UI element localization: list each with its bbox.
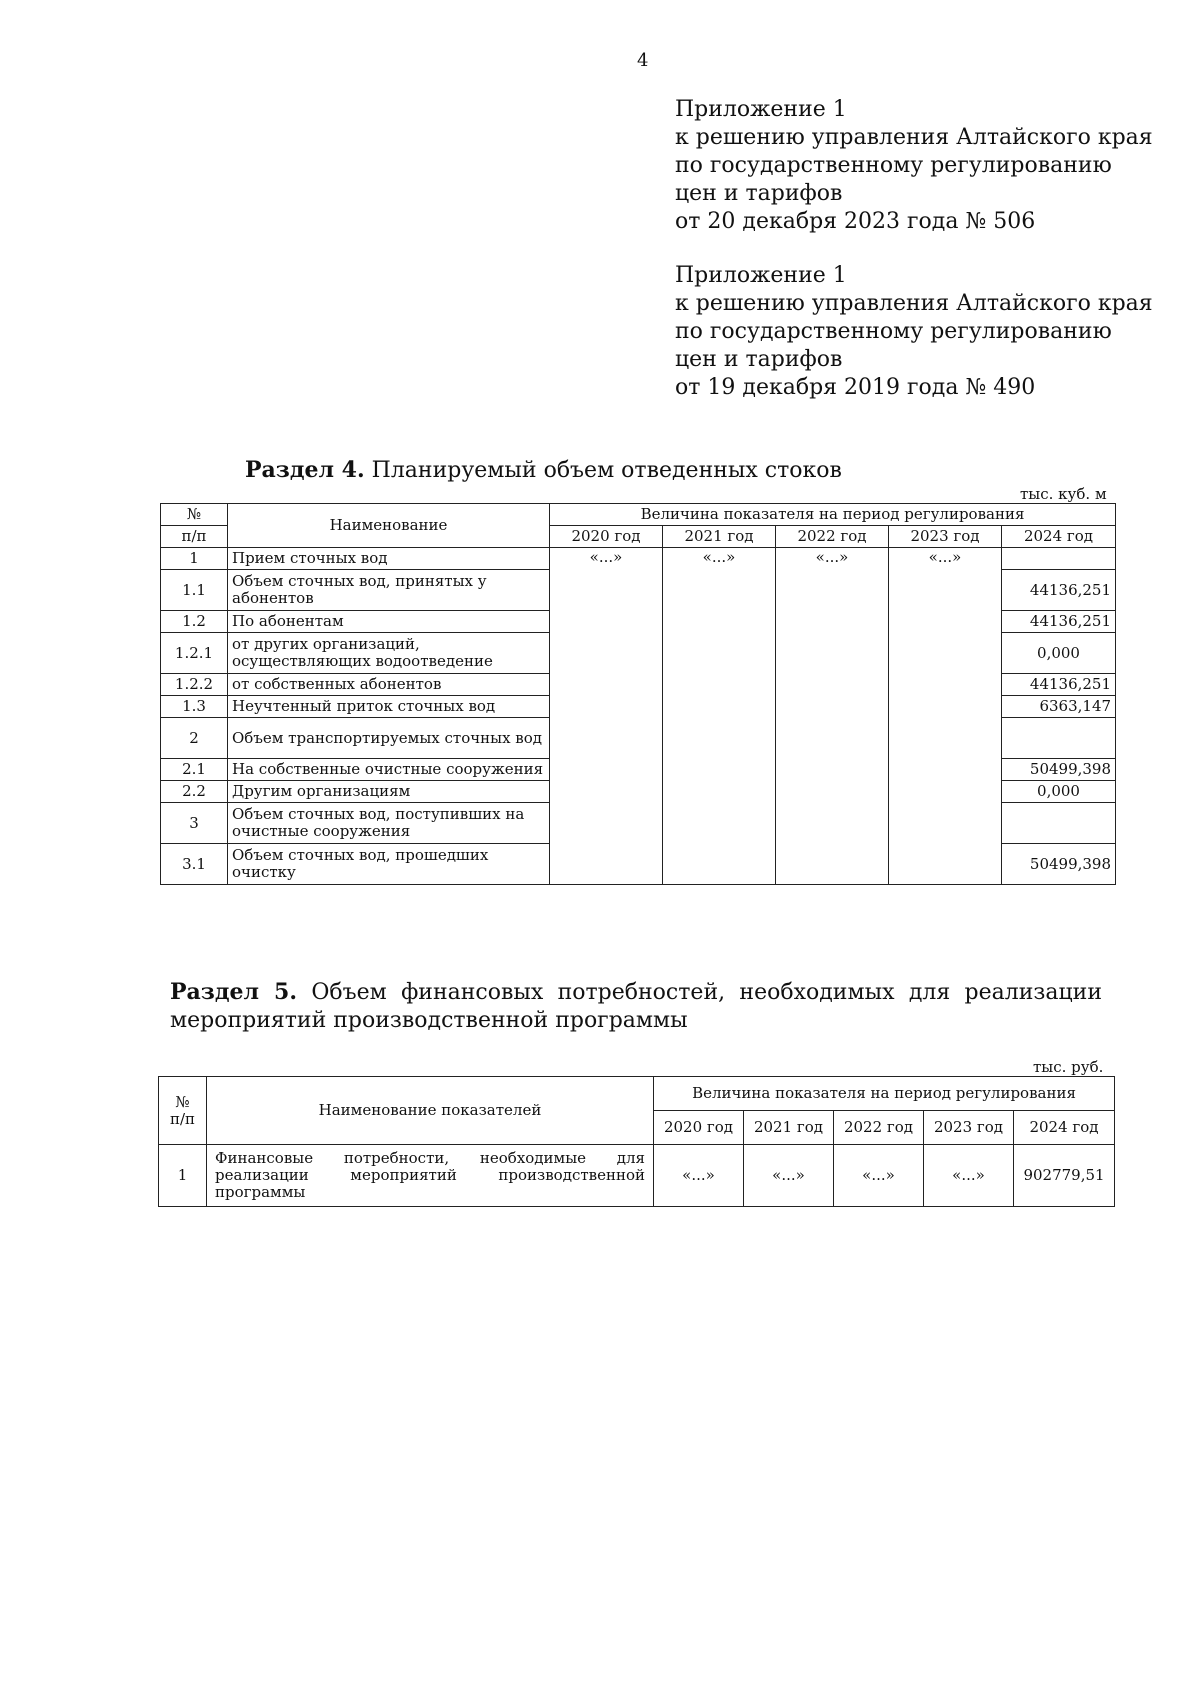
- year-header: 2024 год: [1002, 526, 1116, 548]
- row-name-line: реализации мероприятий производственной: [215, 1166, 645, 1184]
- section5-title: Объем финансовых потребностей, необходимых для реализации мероприятий производственной программы: [170, 980, 1103, 1033]
- year-header: 2023 год: [924, 1111, 1014, 1145]
- value-cell: «...»: [654, 1145, 744, 1207]
- value-2024: 50499,398: [1002, 759, 1116, 781]
- appendix-line: Приложение 1: [675, 97, 847, 122]
- num-header: № п/п: [159, 1077, 207, 1145]
- row-name: Объем сточных вод, прошедших очистку: [228, 844, 550, 885]
- value-2024: 902779,51: [1014, 1145, 1115, 1207]
- row-name: Объем транспортируемых сточных вод: [228, 718, 550, 759]
- appendix-line: цен и тарифов: [675, 181, 843, 206]
- row-name-line: программы: [215, 1183, 306, 1201]
- page-number: 4: [637, 50, 649, 71]
- value-cell: «...»: [663, 548, 776, 885]
- value-2024: 0,000: [1002, 633, 1116, 674]
- row-num: 1.2.1: [161, 633, 228, 674]
- appendix-line: по государственному регулированию: [675, 153, 1112, 178]
- row-num: 1: [159, 1145, 207, 1207]
- section4-unit: тыс. куб. м: [1020, 485, 1107, 503]
- section4-heading: [245, 456, 842, 485]
- year-header: 2020 год: [654, 1111, 744, 1145]
- appendix-line: по государственному регулированию: [675, 319, 1112, 344]
- num-header-sub: п/п: [161, 526, 228, 548]
- value-2024: 50499,398: [1002, 844, 1116, 885]
- table-row: [159, 1145, 1115, 1207]
- year-header: 2022 год: [834, 1111, 924, 1145]
- appendix-line: от 19 декабря 2019 года № 490: [675, 375, 1036, 400]
- row-name: Неучтенный приток сточных вод: [228, 696, 550, 718]
- value-cell: «...»: [776, 548, 889, 885]
- value-2024: [1002, 718, 1116, 759]
- year-header: 2021 год: [663, 526, 776, 548]
- row-num: 3: [161, 803, 228, 844]
- period-group-header: Величина показателя на период регулирования: [654, 1077, 1115, 1111]
- section5-unit: тыс. руб.: [1033, 1058, 1104, 1076]
- value-cell: «...»: [889, 548, 1002, 885]
- row-num: 2: [161, 718, 228, 759]
- section4-table: [160, 503, 1116, 885]
- value-2024: 44136,251: [1002, 570, 1116, 611]
- section5-heading: [170, 978, 1102, 1035]
- value-2024: [1002, 803, 1116, 844]
- num-header: №: [161, 504, 228, 526]
- row-num: 3.1: [161, 844, 228, 885]
- appendix-line: к решению управления Алтайского края: [675, 125, 1153, 150]
- year-header: 2023 год: [889, 526, 1002, 548]
- year-header: 2022 год: [776, 526, 889, 548]
- row-name: Объем сточных вод, поступивших на очистные сооружения: [228, 803, 550, 844]
- value-2024: [1002, 548, 1116, 570]
- row-num: 2.2: [161, 781, 228, 803]
- section5-label: Раздел 5.: [170, 979, 297, 1005]
- row-name: от других организаций, осуществляющих водоотведение: [228, 633, 550, 674]
- value-cell: «...»: [924, 1145, 1014, 1207]
- name-header: Наименование показателей: [207, 1077, 654, 1145]
- value-2024: 0,000: [1002, 781, 1116, 803]
- row-num: 1: [161, 548, 228, 570]
- value-2024: 44136,251: [1002, 674, 1116, 696]
- appendix-line: Приложение 1: [675, 263, 847, 288]
- value-cell: «...»: [834, 1145, 924, 1207]
- year-header: 2024 год: [1014, 1111, 1115, 1145]
- appendix-line: от 20 декабря 2023 года № 506: [675, 209, 1036, 234]
- row-name: По абонентам: [228, 611, 550, 633]
- row-name: Объем сточных вод, принятых у абонентов: [228, 570, 550, 611]
- row-num: 1.2.2: [161, 674, 228, 696]
- section5-table: [158, 1076, 1115, 1207]
- row-name: [207, 1145, 654, 1207]
- name-header: Наименование: [228, 504, 550, 548]
- row-name: Прием сточных вод: [228, 548, 550, 570]
- row-num: 1.3: [161, 696, 228, 718]
- period-group-header: Величина показателя на период регулирования: [550, 504, 1116, 526]
- value-cell: «...»: [744, 1145, 834, 1207]
- year-header: 2021 год: [744, 1111, 834, 1145]
- row-num: 2.1: [161, 759, 228, 781]
- appendix-current-block: [675, 96, 1153, 236]
- row-name: от собственных абонентов: [228, 674, 550, 696]
- value-2024: 44136,251: [1002, 611, 1116, 633]
- value-cell: «...»: [550, 548, 663, 885]
- appendix-line: к решению управления Алтайского края: [675, 291, 1153, 316]
- table-row: [161, 548, 1116, 570]
- year-header: 2020 год: [550, 526, 663, 548]
- row-num: 1.2: [161, 611, 228, 633]
- section4-title: Планируемый объем отведенных стоков: [371, 458, 842, 483]
- value-2024: 6363,147: [1002, 696, 1116, 718]
- section4-label: Раздел 4.: [245, 457, 365, 483]
- appendix-previous-block: [675, 262, 1153, 402]
- row-name-line: Финансовые потребности, необходимые для: [215, 1149, 645, 1167]
- row-name: На собственные очистные сооружения: [228, 759, 550, 781]
- appendix-line: цен и тарифов: [675, 347, 843, 372]
- row-name: Другим организациям: [228, 781, 550, 803]
- row-num: 1.1: [161, 570, 228, 611]
